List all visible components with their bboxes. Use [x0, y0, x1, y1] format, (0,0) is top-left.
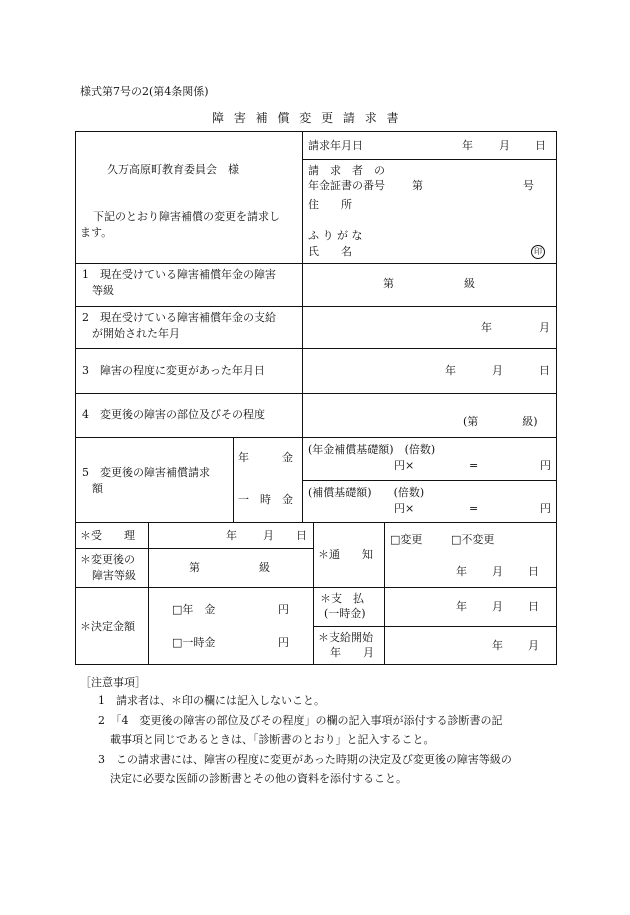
row3-day: 日 [539, 364, 550, 377]
row4-label: 4 変更後の障害の部位及びその程度 [82, 408, 265, 421]
certificate-go: 号 [523, 179, 534, 192]
notice-year: 年 [456, 565, 467, 578]
seal-mark: 印 [531, 245, 545, 259]
changed-grade-label-line2: 障害等級 [92, 569, 136, 582]
payment-label-line1: ＊支 払 [320, 592, 364, 605]
note-2-line1: 2 「4 変更後の障害の部位及びその程度」の欄の記入事項が添付する診断書の記 [98, 714, 503, 727]
notice-month: 月 [492, 565, 503, 578]
claim-date-label: 請求年月日 [308, 139, 363, 152]
pension-equals: = [469, 459, 479, 472]
addressee: 久万高原町教育委員会 様 [107, 163, 239, 176]
note-3-line2: 決定に必要な医師の診断書とその他の資料を添付すること。 [110, 772, 407, 785]
row3-label: 3 障害の程度に変更があった年月日 [82, 364, 265, 377]
decision-lump-yen: 円 [278, 636, 289, 649]
payment-start-month: 月 [528, 639, 539, 652]
decision-lump-option[interactable]: □一時金 [172, 636, 216, 649]
changed-grade-dai: 第 [189, 561, 200, 574]
changed-grade-kyu: 級 [259, 561, 270, 574]
receipt-label: ＊受 理 [80, 529, 135, 542]
row2-year: 年 [481, 321, 492, 334]
row3-month: 月 [492, 364, 503, 377]
notice-label: ＊通 知 [318, 548, 373, 561]
nochange-option[interactable]: □不変更 [451, 533, 495, 546]
receipt-year: 年 [226, 529, 237, 542]
payment-start-year: 年 [492, 639, 503, 652]
notice-day: 日 [528, 565, 539, 578]
note-1: 1 請求者は、＊印の欄には記入しないこと。 [98, 694, 325, 707]
notes-header: ［注意事項］ [80, 676, 146, 689]
row1-kyu: 級 [464, 277, 475, 290]
payment-start-label-line2: 年 月 [330, 646, 374, 659]
row1-label-line2: 等級 [92, 284, 114, 297]
row5-pension-label: 年 金 [238, 451, 293, 464]
claim-day: 日 [535, 139, 546, 152]
request-text-line1: 下記のとおり障害補償の変更を請求し [93, 210, 280, 223]
payment-day: 日 [528, 600, 539, 613]
claim-year: 年 [462, 139, 473, 152]
claimant-label-line1: 請 求 者 の [308, 164, 385, 177]
payment-month: 月 [492, 600, 503, 613]
lump-yen-times: 円× [394, 502, 415, 515]
row2-label-line1: 2 現在受けている障害補償年金の支給 [82, 311, 276, 324]
page-title: 障 害 補 償 変 更 請 求 書 [212, 111, 402, 125]
address-label: 住 所 [308, 198, 352, 211]
payment-start-label-line1: ＊支給開始 [318, 631, 373, 644]
pension-yen-times: 円× [394, 459, 415, 472]
row1-dai: 第 [383, 277, 394, 290]
note-2-line2: 載事項と同じであるときは、「診断書のとおり」と記入すること。 [110, 733, 435, 746]
payment-year: 年 [456, 600, 467, 613]
decision-pension-yen: 円 [278, 603, 289, 616]
certificate-dai: 第 [412, 179, 423, 192]
row2-month: 月 [539, 321, 550, 334]
row1-label-line1: 1 現在受けている障害補償年金の障害 [82, 268, 276, 281]
row5-label-line2: 額 [92, 482, 103, 495]
pension-yen: 円 [540, 459, 551, 472]
furigana-label: ふ り が な [308, 229, 363, 242]
name-label: 氏 名 [308, 245, 352, 258]
form-number: 様式第7号の2(第4条関係) [80, 85, 209, 98]
payment-label-line2: (一時金) [324, 607, 366, 620]
lump-formula-header: (補償基礎額) (倍数) [308, 486, 425, 499]
row4-grade: (第 級) [463, 415, 538, 428]
decision-label: ＊決定金額 [80, 620, 135, 633]
changed-grade-label-line1: ＊変更後の [80, 553, 135, 566]
lump-equals: = [469, 502, 479, 515]
row5-lump-label: 一 時 金 [238, 493, 293, 506]
row3-year: 年 [445, 364, 456, 377]
request-text-line2: ます。 [80, 226, 113, 239]
row5-label-line1: 5 変更後の障害補償請求 [82, 466, 210, 479]
change-option[interactable]: □変更 [390, 533, 423, 546]
receipt-month: 月 [263, 529, 274, 542]
claimant-label-line2: 年金証書の番号 [308, 179, 385, 192]
lump-yen: 円 [540, 502, 551, 515]
pension-formula-header: (年金補償基礎額) (倍数) [308, 443, 436, 456]
note-3-line1: 3 この請求書には、障害の程度に変更があった時期の決定及び変更後の障害等級の [98, 753, 512, 766]
receipt-day: 日 [296, 529, 307, 542]
decision-pension-option[interactable]: □年 金 [172, 603, 216, 616]
row2-label-line2: が開始された年月 [92, 327, 180, 340]
claim-month: 月 [499, 139, 510, 152]
